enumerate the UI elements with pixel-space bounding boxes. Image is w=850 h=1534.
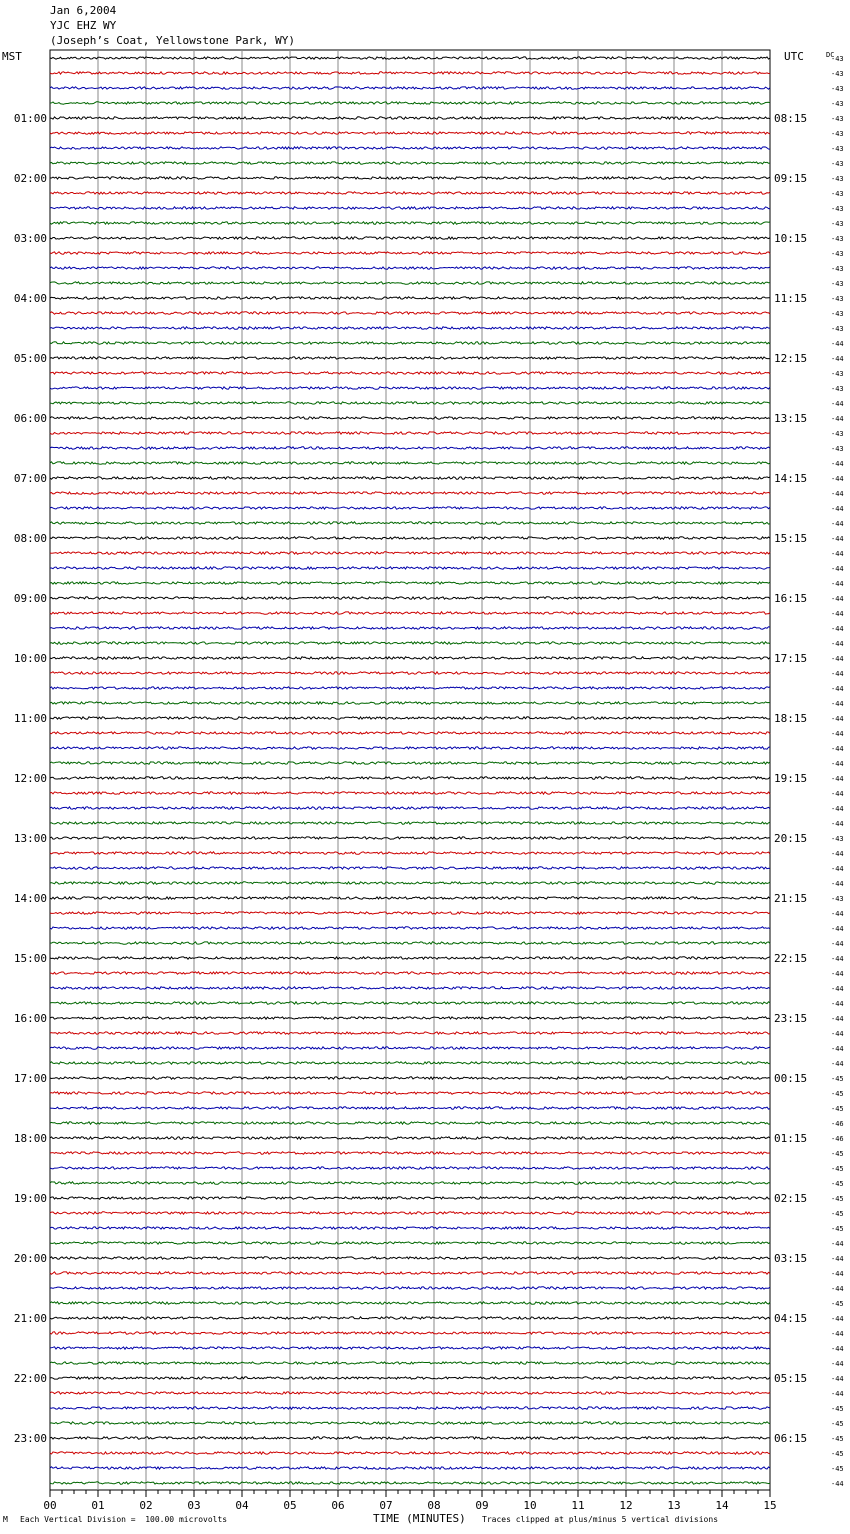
right-hour-label: 12:15: [774, 352, 808, 365]
right-hour-label: 03:15: [774, 1252, 808, 1265]
left-hour-label: 09:00: [13, 592, 47, 605]
dc-offset-label: -44: [831, 805, 844, 813]
dc-offset-label: -44: [831, 1030, 844, 1038]
seismic-trace: [50, 1302, 770, 1304]
date-text: Jan 6,2004: [50, 4, 117, 17]
right-hour-label: 09:15: [774, 172, 808, 185]
left-hour-label: 11:00: [13, 712, 47, 725]
x-tick-label: 02: [139, 1499, 153, 1512]
left-hour-label: 23:00: [13, 1432, 47, 1445]
dc-offset-label: -44: [831, 1315, 844, 1323]
left-hour-label: 08:00: [13, 532, 47, 545]
dc-offset-label: -44: [831, 760, 844, 768]
dc-offset-label: -43: [831, 835, 844, 843]
seismic-trace: [50, 852, 770, 854]
dc-offset-label: -46: [831, 1135, 844, 1143]
dc-offset-label: -43: [831, 370, 844, 378]
x-tick-label: 11: [571, 1499, 585, 1512]
seismic-trace: [50, 807, 770, 809]
x-tick-label: 08: [427, 1499, 441, 1512]
seismic-trace: [50, 1437, 770, 1439]
dc-offset-label: -44: [831, 1360, 844, 1368]
dc-offset-label: -44: [831, 460, 844, 468]
left-hour-label: 05:00: [13, 352, 47, 365]
dc-offset-label: -44: [831, 745, 844, 753]
left-hour-label: 16:00: [13, 1012, 47, 1025]
x-tick-label: 06: [331, 1499, 345, 1512]
seismic-trace: [50, 1272, 770, 1274]
seismic-trace: [50, 867, 770, 869]
right-hour-label: 22:15: [774, 952, 808, 965]
left-hour-label: 20:00: [13, 1252, 47, 1265]
dc-offset-label: -43: [831, 445, 844, 453]
seismic-trace: [50, 102, 770, 104]
seismic-trace: [50, 297, 770, 299]
seismic-trace: [50, 777, 770, 779]
dc-offset-label: -44: [831, 940, 844, 948]
dc-offset-label: -43: [831, 220, 844, 228]
seismic-trace: [50, 147, 770, 149]
left-hour-label: 18:00: [13, 1132, 47, 1145]
left-hour-label: 21:00: [13, 1312, 47, 1325]
dc-offset-label: -44: [831, 880, 844, 888]
right-hour-label: 08:15: [774, 112, 808, 125]
seismic-trace: [50, 912, 770, 914]
dc-offset-label: -44: [831, 1000, 844, 1008]
dc-offset-label: -44: [831, 1060, 844, 1068]
dc-offset-label: -44: [831, 985, 844, 993]
x-tick-label: 15: [763, 1499, 777, 1512]
x-tick-label: 12: [619, 1499, 633, 1512]
right-axis-label: UTC: [784, 50, 804, 63]
dc-offset-label: -44: [831, 820, 844, 828]
seismic-trace: [50, 747, 770, 749]
dc-offset-label: -43: [831, 145, 844, 153]
dc-offset-label: -44: [831, 595, 844, 603]
dc-offset-label: -44: [831, 1270, 844, 1278]
left-hour-label: 10:00: [13, 652, 47, 665]
seismic-trace: [50, 1257, 770, 1259]
right-hour-label: 20:15: [774, 832, 808, 845]
seismic-trace: [50, 1362, 770, 1364]
seismic-trace: [50, 207, 770, 209]
left-hour-label: 12:00: [13, 772, 47, 785]
dc-label: DC: [826, 51, 835, 59]
seismic-trace: [50, 537, 770, 539]
dc-offset-label: -45: [831, 1090, 844, 1098]
x-tick-label: 03: [187, 1499, 201, 1512]
x-tick-label: 04: [235, 1499, 249, 1512]
seismic-trace: [50, 612, 770, 614]
dc-offset-label: -44: [831, 700, 844, 708]
dc-offset-label: -45: [831, 1420, 844, 1428]
x-tick-label: 01: [91, 1499, 105, 1512]
seismic-trace: [50, 1242, 770, 1244]
seismic-trace: [50, 792, 770, 794]
dc-offset-label: -45: [831, 1210, 844, 1218]
seismic-trace: [50, 357, 770, 359]
right-hour-label: 17:15: [774, 652, 808, 665]
right-hour-label: 11:15: [774, 292, 808, 305]
seismic-trace: [50, 162, 770, 164]
dc-offset-label: -44: [831, 1255, 844, 1263]
dc-offset-label: -43: [831, 310, 844, 318]
right-hour-label: 10:15: [774, 232, 808, 245]
seismic-trace: [50, 1197, 770, 1199]
dc-offset-label: -43: [831, 190, 844, 198]
seismic-trace: [50, 897, 770, 899]
dc-offset-label: -45: [831, 1195, 844, 1203]
seismic-trace: [50, 252, 770, 254]
seismic-trace: [50, 312, 770, 314]
seismic-trace: [50, 1002, 770, 1004]
dc-offset-label: -45: [831, 1225, 844, 1233]
dc-offset-label: -44: [831, 850, 844, 858]
left-hour-label: 07:00: [13, 472, 47, 485]
right-hour-label: 06:15: [774, 1432, 808, 1445]
right-hour-label: 02:15: [774, 1192, 808, 1205]
seismic-trace: [50, 177, 770, 179]
corner-mark: M: [3, 1515, 8, 1524]
seismic-trace: [50, 282, 770, 284]
seismic-trace: [50, 552, 770, 554]
left-hour-label: 17:00: [13, 1072, 47, 1085]
seismic-trace: [50, 87, 770, 89]
dc-offset-label: -44: [831, 400, 844, 408]
seismic-trace: [50, 372, 770, 374]
seismic-trace: [50, 477, 770, 479]
x-tick-label: 07: [379, 1499, 393, 1512]
seismic-trace: [50, 432, 770, 434]
dc-offset-label: -43: [831, 430, 844, 438]
seismic-trace: [50, 1467, 770, 1469]
dc-offset-label: -44: [831, 790, 844, 798]
dc-offset-label: -44: [831, 580, 844, 588]
dc-offset-label: -44: [831, 910, 844, 918]
dc-offset-label: -44: [831, 730, 844, 738]
seismic-trace: [50, 627, 770, 629]
x-tick-label: 14: [715, 1499, 729, 1512]
seismic-trace: [50, 1377, 770, 1379]
station-text: YJC EHZ WY: [50, 19, 117, 32]
seismic-trace: [50, 1047, 770, 1049]
seismic-trace: [50, 582, 770, 584]
dc-offset-label: -45: [831, 1105, 844, 1113]
seismic-trace: [50, 507, 770, 509]
right-hour-label: 16:15: [774, 592, 808, 605]
seismic-trace: [50, 267, 770, 269]
seismic-trace: [50, 342, 770, 344]
seismic-trace: [50, 957, 770, 959]
seismic-trace: [50, 702, 770, 704]
seismic-trace: [50, 1017, 770, 1019]
seismic-trace: [50, 987, 770, 989]
seismic-trace: [50, 417, 770, 419]
dc-offset-label: -44: [831, 970, 844, 978]
seismic-trace: [50, 237, 770, 239]
dc-offset-label: -44: [831, 640, 844, 648]
dc-offset-label: -45: [831, 1165, 844, 1173]
x-axis-title: TIME (MINUTES): [373, 1512, 466, 1525]
dc-offset-label: -43: [831, 70, 844, 78]
dc-offset-label: -44: [831, 670, 844, 678]
location-text: (Joseph’s Coat, Yellowstone Park, WY): [50, 34, 296, 47]
left-hour-label: 01:00: [13, 112, 47, 125]
dc-offset-label: -44: [831, 775, 844, 783]
dc-offset-label: -43: [831, 175, 844, 183]
dc-offset-label: -44: [831, 925, 844, 933]
seismic-trace: [50, 462, 770, 464]
seismic-trace: [50, 387, 770, 389]
seismic-trace: [50, 687, 770, 689]
dc-offset-label: -44: [831, 715, 844, 723]
x-tick-label: 10: [523, 1499, 537, 1512]
left-hour-label: 04:00: [13, 292, 47, 305]
dc-offset-label: -44: [831, 1285, 844, 1293]
right-hour-label: 23:15: [774, 1012, 808, 1025]
dc-offset-label: -44: [831, 1480, 844, 1488]
left-hour-label: 15:00: [13, 952, 47, 965]
seismic-trace: [50, 642, 770, 644]
dc-offset-label: -43: [831, 235, 844, 243]
seismic-trace: [50, 447, 770, 449]
dc-offset-label: -44: [831, 1240, 844, 1248]
dc-offset-label: -43: [831, 160, 844, 168]
seismic-trace: [50, 1032, 770, 1034]
clip-note: Traces clipped at plus/minus 5 vertical divisions: [482, 1515, 719, 1524]
dc-offset-label: -44: [831, 685, 844, 693]
dc-offset-label: -44: [831, 550, 844, 558]
dc-offset-label: -43: [831, 250, 844, 258]
right-hour-label: 15:15: [774, 532, 808, 545]
seismic-trace: [50, 732, 770, 734]
seismic-trace: [50, 1077, 770, 1079]
seismic-trace: [50, 1152, 770, 1154]
dc-offset-label: -44: [831, 475, 844, 483]
dc-offset-label: -43: [831, 295, 844, 303]
seismic-trace: [50, 132, 770, 134]
seismic-trace: [50, 972, 770, 974]
dc-offset-label: -45: [831, 1300, 844, 1308]
right-hour-label: 00:15: [774, 1072, 808, 1085]
left-hour-label: 19:00: [13, 1192, 47, 1205]
dc-offset-label: -45: [831, 1465, 844, 1473]
right-hour-label: 13:15: [774, 412, 808, 425]
seismic-trace: [50, 72, 770, 74]
scale-note: Each Vertical Division = 100.00 microvolts: [20, 1515, 228, 1524]
seismic-trace: [50, 1167, 770, 1169]
x-tick-label: 05: [283, 1499, 297, 1512]
seismic-trace: [50, 402, 770, 404]
dc-offset-label: -43: [831, 130, 844, 138]
dc-offset-label: -43: [831, 205, 844, 213]
seismic-trace: [50, 222, 770, 224]
seismic-trace: [50, 1182, 770, 1184]
seismic-trace: [50, 567, 770, 569]
dc-offset-label: -44: [831, 535, 844, 543]
right-hour-label: 04:15: [774, 1312, 808, 1325]
seismic-trace: [50, 1227, 770, 1229]
right-hour-label: 14:15: [774, 472, 808, 485]
seismic-trace: [50, 837, 770, 839]
right-hour-label: 18:15: [774, 712, 808, 725]
seismic-trace: [50, 1332, 770, 1334]
dc-offset-label: -44: [831, 1330, 844, 1338]
dc-offset-label: -43: [831, 280, 844, 288]
dc-offset-label: -43: [831, 325, 844, 333]
dc-offset-label: -44: [831, 355, 844, 363]
dc-offset-label: -43: [831, 115, 844, 123]
left-axis-label: MST: [2, 50, 22, 63]
dc-offset-label: -44: [831, 955, 844, 963]
left-hour-label: 02:00: [13, 172, 47, 185]
dc-offset-label: -44: [831, 610, 844, 618]
x-tick-label: 09: [475, 1499, 489, 1512]
dc-offset-label: -45: [831, 1435, 844, 1443]
seismic-trace: [50, 192, 770, 194]
seismic-trace: [50, 822, 770, 824]
right-hour-label: 01:15: [774, 1132, 808, 1145]
dc-offset-label: -45: [831, 1450, 844, 1458]
seismic-trace: [50, 57, 770, 59]
seismic-trace: [50, 1212, 770, 1214]
seismic-trace: [50, 1062, 770, 1064]
dc-offset-label: -44: [831, 505, 844, 513]
seismic-trace: [50, 522, 770, 524]
seismic-trace: [50, 1392, 770, 1394]
seismic-trace: [50, 492, 770, 494]
seismic-trace: [50, 762, 770, 764]
seismic-trace: [50, 1317, 770, 1319]
dc-offset-label: -44: [831, 1045, 844, 1053]
dc-offset-label: -44: [831, 490, 844, 498]
seismic-trace: [50, 1422, 770, 1424]
right-hour-label: 05:15: [774, 1372, 808, 1385]
seismic-trace: [50, 1407, 770, 1409]
seismic-trace: [50, 1452, 770, 1454]
seismic-trace: [50, 1137, 770, 1139]
dc-offset-label: -45: [831, 1405, 844, 1413]
seismic-trace: [50, 942, 770, 944]
dc-offset-label: -44: [831, 415, 844, 423]
dc-offset-label: -44: [831, 655, 844, 663]
seismic-trace: [50, 882, 770, 884]
dc-offset-label: -44: [831, 1375, 844, 1383]
dc-offset-label: -44: [831, 340, 844, 348]
dc-offset-label: -44: [831, 1015, 844, 1023]
left-hour-label: 06:00: [13, 412, 47, 425]
dc-offset-label: -44: [831, 865, 844, 873]
seismic-trace: [50, 1122, 770, 1124]
left-hour-label: 03:00: [13, 232, 47, 245]
dc-offset-label: -44: [831, 1390, 844, 1398]
seismic-trace: [50, 927, 770, 929]
dc-offset-label: -44: [831, 565, 844, 573]
dc-offset-label: -43: [831, 55, 844, 63]
dc-offset-label: -43: [831, 85, 844, 93]
seismic-trace: [50, 1107, 770, 1109]
right-hour-label: 19:15: [774, 772, 808, 785]
x-tick-label: 00: [43, 1499, 57, 1512]
dc-offset-label: -43: [831, 385, 844, 393]
seismic-trace: [50, 672, 770, 674]
dc-offset-label: -44: [831, 625, 844, 633]
seismic-trace: [50, 597, 770, 599]
left-hour-label: 14:00: [13, 892, 47, 905]
left-hour-label: 22:00: [13, 1372, 47, 1385]
dc-offset-label: -45: [831, 1180, 844, 1188]
seismic-trace: [50, 1347, 770, 1349]
seismic-trace: [50, 657, 770, 659]
dc-offset-label: -44: [831, 520, 844, 528]
seismic-trace: [50, 327, 770, 329]
dc-offset-label: -43: [831, 265, 844, 273]
dc-offset-label: -45: [831, 1075, 844, 1083]
dc-offset-label: -43: [831, 100, 844, 108]
seismic-trace: [50, 117, 770, 119]
dc-offset-label: -43: [831, 895, 844, 903]
seismic-trace: [50, 1482, 770, 1484]
seismic-trace: [50, 717, 770, 719]
dc-offset-label: -45: [831, 1150, 844, 1158]
dc-offset-label: -46: [831, 1120, 844, 1128]
x-tick-label: 13: [667, 1499, 681, 1512]
seismic-trace: [50, 1092, 770, 1094]
dc-offset-label: -44: [831, 1345, 844, 1353]
seismic-trace: [50, 1287, 770, 1289]
left-hour-label: 13:00: [13, 832, 47, 845]
right-hour-label: 21:15: [774, 892, 808, 905]
